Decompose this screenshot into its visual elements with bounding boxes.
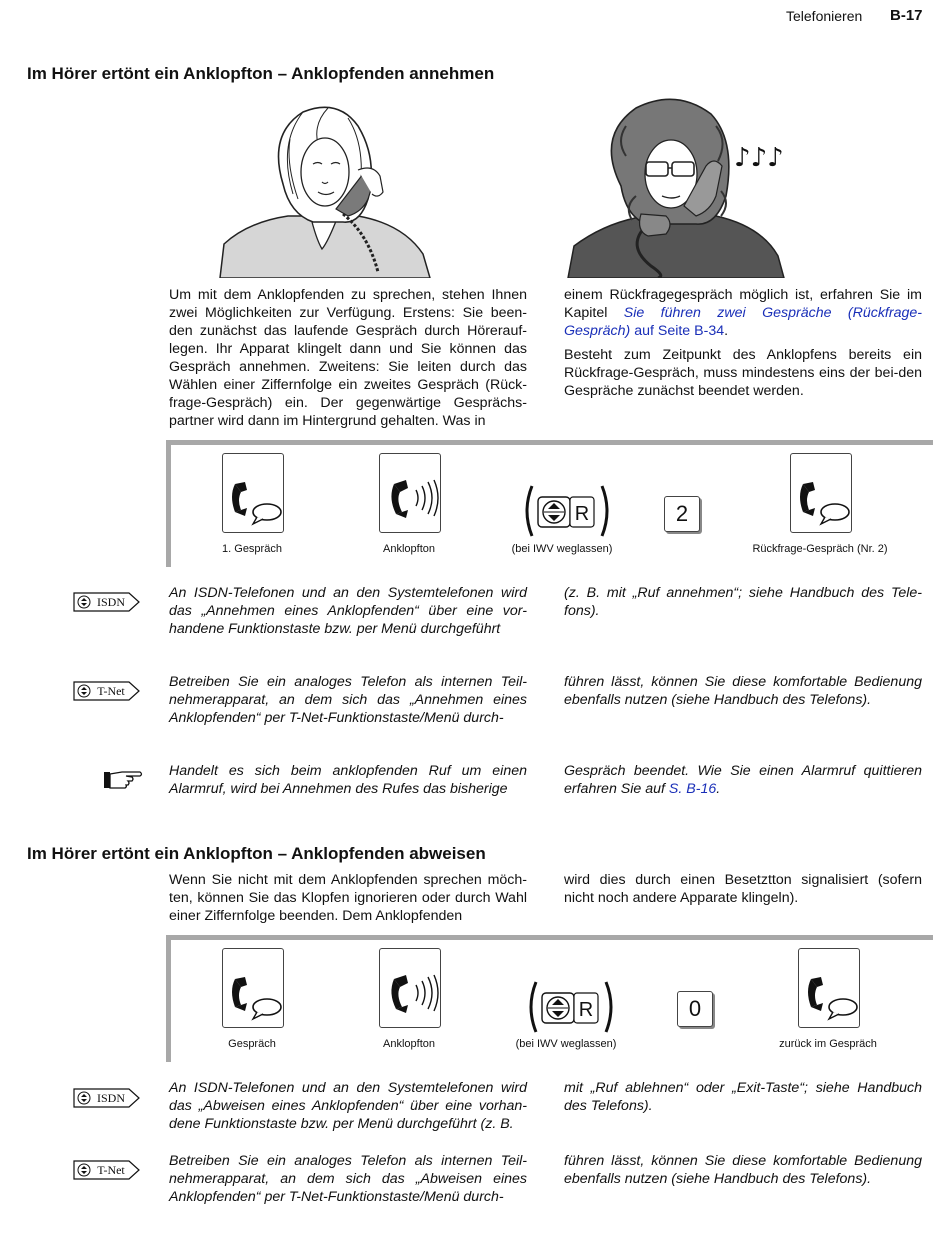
pointing-hand-icon: [102, 766, 144, 792]
svg-text:ISDN: ISDN: [96, 595, 126, 609]
r-key-icon: [526, 978, 616, 1036]
step2-caption-1: Gespräch: [228, 1038, 276, 1050]
alarm-note-right: Gespräch beendet. Wie Sie einen Alarmruf quittieren erfahren Sie auf S. B-16.: [564, 763, 922, 797]
running-header-section: Telefonieren: [786, 8, 863, 24]
digit-key-icon: 2: [664, 496, 700, 532]
svg-text:T-Net: T-Net: [97, 1163, 125, 1177]
tnet-tag-icon: [73, 1160, 139, 1178]
page-number: B-17: [890, 7, 923, 24]
svg-text:♪♪♪: ♪♪♪: [734, 143, 784, 173]
section-heading-reject: Im Hörer ertönt ein Anklopfton – Anklopfenden abweisen: [27, 844, 486, 863]
handset-ringing-icon: [379, 453, 441, 533]
svg-text:R: R: [574, 503, 590, 525]
digit-key-icon: 0: [677, 991, 713, 1027]
intro-paragraph-right-2: Besteht zum Zeitpunkt des Anklopfens bereits ein Rückfrage-Gespräch, muss mindestens eins der bei-den Gespräche zunächst beendet werden.: [564, 347, 922, 399]
svg-text:R: R: [578, 999, 594, 1021]
tnet-note-right: führen lässt, können Sie diese komfortable Bedienung ebenfalls nutzen (siehe Handbuch des Telefons).: [564, 674, 922, 708]
woman-on-phone-illustration: [218, 104, 433, 278]
tnet-note-2-left: Betreiben Sie ein analoges Telefon als internen Teil-nehmerapparat, an dem sich das „Abweisen eines Anklopfenden“ per T-Net-Funktionstaste/Menü durch-: [169, 1153, 527, 1205]
svg-text:T-Net: T-Net: [97, 684, 125, 698]
step-caption-2: Anklopfton: [383, 543, 435, 555]
isdn-note-2-right: mit „Ruf ablehnen“ oder „Exit-Taste“; siehe Handbuch des Telefons).: [564, 1080, 922, 1114]
reject-paragraph-left: Wenn Sie nicht mit dem Anklopfenden sprechen möch-ten, können Sie das Klopfen ignorieren oder durch Wahl einer Ziffernfolge beenden. Dem Anklopfenden: [169, 872, 527, 924]
page-link-b34[interactable]: auf Seite B-34: [634, 323, 725, 339]
isdn-note-left: An ISDN-Telefonen und an den Systemtelefonen wird das „Annehmen eines Anklopfenden“ über eine vor-handene Funktionstaste bzw. per Menü durchgeführt: [169, 585, 527, 637]
reject-paragraph-right: wird dies durch einen Besetztton signalisiert (sofern nicht noch andere Apparate klingeln).: [564, 872, 922, 906]
handset-speech-icon: [798, 948, 860, 1028]
tnet-note-2-right: führen lässt, können Sie diese komfortable Bedienung ebenfalls nutzen (siehe Handbuch des Telefons).: [564, 1153, 922, 1187]
handset-speech-icon: [222, 948, 284, 1028]
woman-waiting-tone-illustration: [566, 96, 796, 278]
intro-paragraph-right: einem Rückfragegespräch möglich ist, erfahren Sie im Kapitel Sie führen zwei Gespräche (Rückfrage-Gespräch) auf Seite B-34.: [564, 287, 922, 339]
tnet-note-left: Betreiben Sie ein analoges Telefon als internen Teil-nehmerapparat, an dem sich das „Annehmen eines Anklopfenden“ per T-Net-Funktionstaste/Menü durch-: [169, 674, 527, 726]
handset-ringing-icon: [379, 948, 441, 1028]
alarm-note-left: Handelt es sich beim anklopfenden Ruf um einen Alarmruf, wird bei Annehmen des Rufes das bisherige: [169, 763, 527, 797]
isdn-note-right: (z. B. mit „Ruf annehmen“; siehe Handbuch des Tele-fons).: [564, 585, 922, 619]
step2-caption-3: (bei IWV weglassen): [515, 1038, 617, 1050]
tnet-tag-icon: [73, 681, 139, 699]
svg-text:ISDN: ISDN: [96, 1091, 126, 1105]
isdn-note-2-left: An ISDN-Telefonen und an den Systemtelefonen wird das „Abweisen eines Anklopfenden“ über eine vorhan-dene Funktionstaste bzw. per Menü durchgeführt (z. B.: [169, 1080, 527, 1132]
step2-caption-2: Anklopfton: [383, 1038, 435, 1050]
step2-caption-4: zurück im Gespräch: [779, 1038, 877, 1050]
chapter-link[interactable]: Sie führen zwei Gespräche (Rückfrage-Gespräch): [564, 305, 922, 339]
intro-paragraph-left: Um mit dem Anklopfenden zu sprechen, stehen Ihnen zwei Möglichkeiten zur Verfügung. Erstens: Sie been-den zunächst das laufende Gespräch durch Hörerauf-legen. Ihr Apparat klingelt dann und Sie können das Gespräch annehmen. Zweitens: Sie leiten durch das Wählen einer Ziffernfolge ein zweites Gespräch (Rück-frage-Gespräch) ein. Der gegenwärtige Gesprächs-partner wird dann im Hintergrund gehalten. Was in: [169, 287, 527, 429]
page-link-b16[interactable]: S. B-16: [668, 781, 717, 797]
isdn-tag-icon: [73, 592, 139, 610]
handset-speech-icon: [222, 453, 284, 533]
r-key-icon: [522, 482, 612, 540]
isdn-tag-icon: [73, 1088, 139, 1106]
handset-speech-icon: [790, 453, 852, 533]
step-caption-4: Rückfrage-Gespräch (Nr. 2): [752, 543, 888, 555]
section-heading-accept: Im Hörer ertönt ein Anklopfton – Anklopfenden annehmen: [27, 64, 495, 83]
step-caption-1: 1. Gespräch: [222, 543, 282, 555]
step-caption-3: (bei IWV weglassen): [511, 543, 613, 555]
